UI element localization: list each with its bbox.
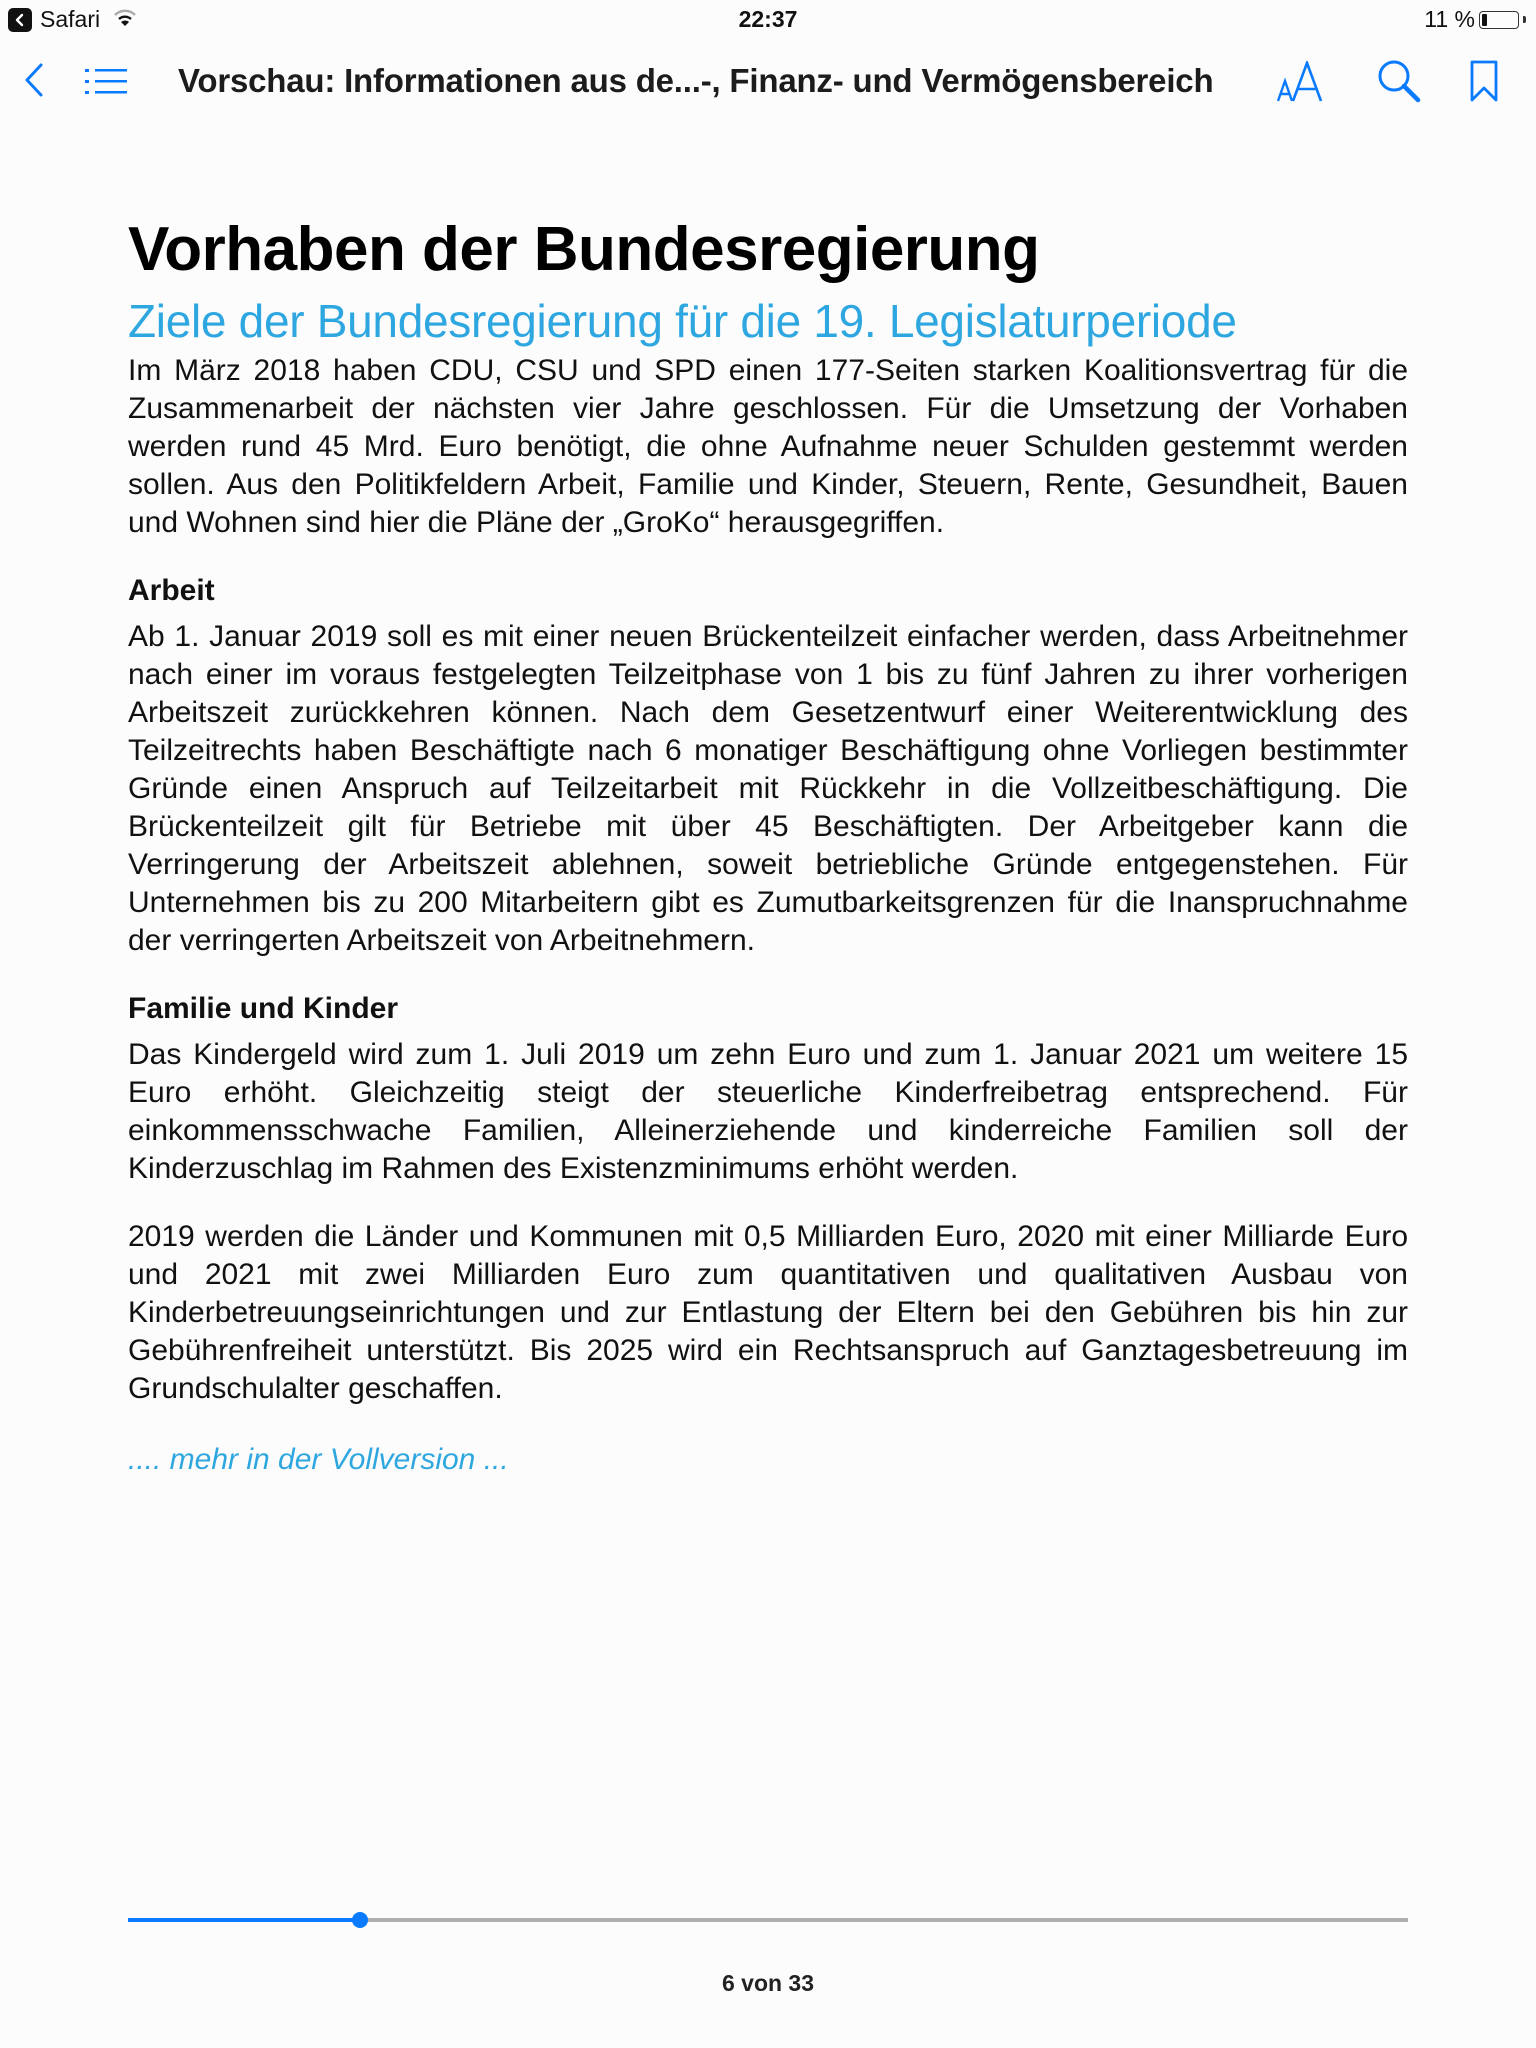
battery-percent: 11 % <box>1424 6 1475 32</box>
document-subtitle: Ziele der Bundesregierung für die 19. Legislaturperiode <box>128 295 1237 347</box>
intro-paragraph: Im März 2018 haben CDU, CSU und SPD einen 177-Seiten starken Koalitionsvertrag für die Zusammenarbeit der nächsten vier Jahre geschlossen. Für die Umsetzung der Vorhaben werden rund 45 Mrd. Euro benötigt, die ohne Aufnahme neuer Schulden gestemmt werden sollen. Aus den Politikfeldern Arbeit, Familie und Kinder, Steuern, Rente, Gesundheit, Bauen und Wohnen sind hier die Pläne der „GroKo“ herausgegriffen. <box>128 354 1408 539</box>
search-button[interactable] <box>1374 58 1424 108</box>
font-size-button[interactable] <box>1274 60 1330 108</box>
search-icon <box>1377 59 1421 108</box>
battery-tip <box>1523 16 1526 23</box>
bookmark-button[interactable] <box>1464 58 1504 108</box>
page-progress-slider[interactable] <box>128 1910 1408 1930</box>
nav-bar <box>0 40 1536 130</box>
text-size-icon <box>1276 61 1328 108</box>
progress-fill <box>128 1918 360 1922</box>
full-version-link[interactable]: .... mehr in der Vollversion ... <box>128 1443 509 1476</box>
progress-thumb[interactable] <box>352 1912 368 1928</box>
page-counter: 6 von 33 <box>721 1970 815 1996</box>
nav-title: Vorschau: Informationen aus de...-, Finanz- und Vermögensbereich <box>178 62 1214 99</box>
bookmark-icon <box>1469 59 1499 108</box>
battery-icon <box>1479 11 1519 29</box>
document-title: Vorhaben der Bundesregierung <box>128 215 1040 284</box>
section-heading-arbeit: Arbeit <box>128 574 215 607</box>
status-bar <box>0 0 1536 40</box>
table-of-contents-button[interactable] <box>82 64 130 104</box>
battery-status <box>1424 6 1526 33</box>
back-button[interactable] <box>14 60 54 104</box>
section-paragraph: 2019 werden die Länder und Kommunen mit 0,5 Milliarden Euro, 2020 mit einer Milliarde Euro und 2021 mit zwei Milliarden Euro zum quantitativen und qualitativen Ausbau von Kinderbetreuungseinrichtungen und zur Entlastung der Eltern bei den Gebühren bis hin zur Gebührenfreiheit unterstützt. Bis 2025 wird ein Rechtsanspruch auf Ganztagesbetreuung im Grundschulalter geschaffen. <box>128 1220 1408 1405</box>
chevron-left-icon <box>24 63 44 102</box>
status-time: 22:37 <box>738 6 798 32</box>
document-content <box>128 210 1408 1479</box>
back-to-app-label: Safari <box>40 6 101 32</box>
section-paragraph: Das Kindergeld wird zum 1. Juli 2019 um zehn Euro und zum 1. Januar 2021 um weitere 15 Euro erhöht. Gleichzeitig steigt der steuerliche Kinderfreibetrag entsprechend. Für einkommensschwache Familien, Alleinerziehende und kinderreiche Familien soll der Kinderzuschlag im Rahmen des Existenzminimums erhöht werden. <box>128 1038 1408 1185</box>
list-icon <box>84 67 128 102</box>
section-heading-familie-und-kinder: Familie und Kinder <box>128 992 399 1025</box>
section-paragraph: Ab 1. Januar 2019 soll es mit einer neuen Brückenteilzeit einfacher werden, dass Arbeitnehmer nach einer im voraus festgelegten Teilzeitphase von 1 bis zu fünf Jahren zu ihrer vorherigen Arbeitszeit zurückkehren können. Nach dem Gesetzentwurf einer Weiterentwicklung des Teilzeitrechts haben Beschäftigte nach 6 monatiger Beschäftigung ohne Vorliegen bestimmter Gründe einen Anspruch auf Teilzeitarbeit mit Rückkehr in die Vollzeitbeschäftigung. Die Brückenteilzeit gilt für Betriebe mit über 45 Beschäftigten. Der Arbeitgeber kann die Verringerung der Arbeitszeit ablehnen, soweit betriebliche Gründe entgegenstehen. Für Unternehmen bis zu 200 Mitarbeitern gibt es Zumutbarkeitsgrenzen für die Inanspruchnahme der verringerten Arbeitszeit von Arbeitnehmern. <box>128 620 1408 957</box>
